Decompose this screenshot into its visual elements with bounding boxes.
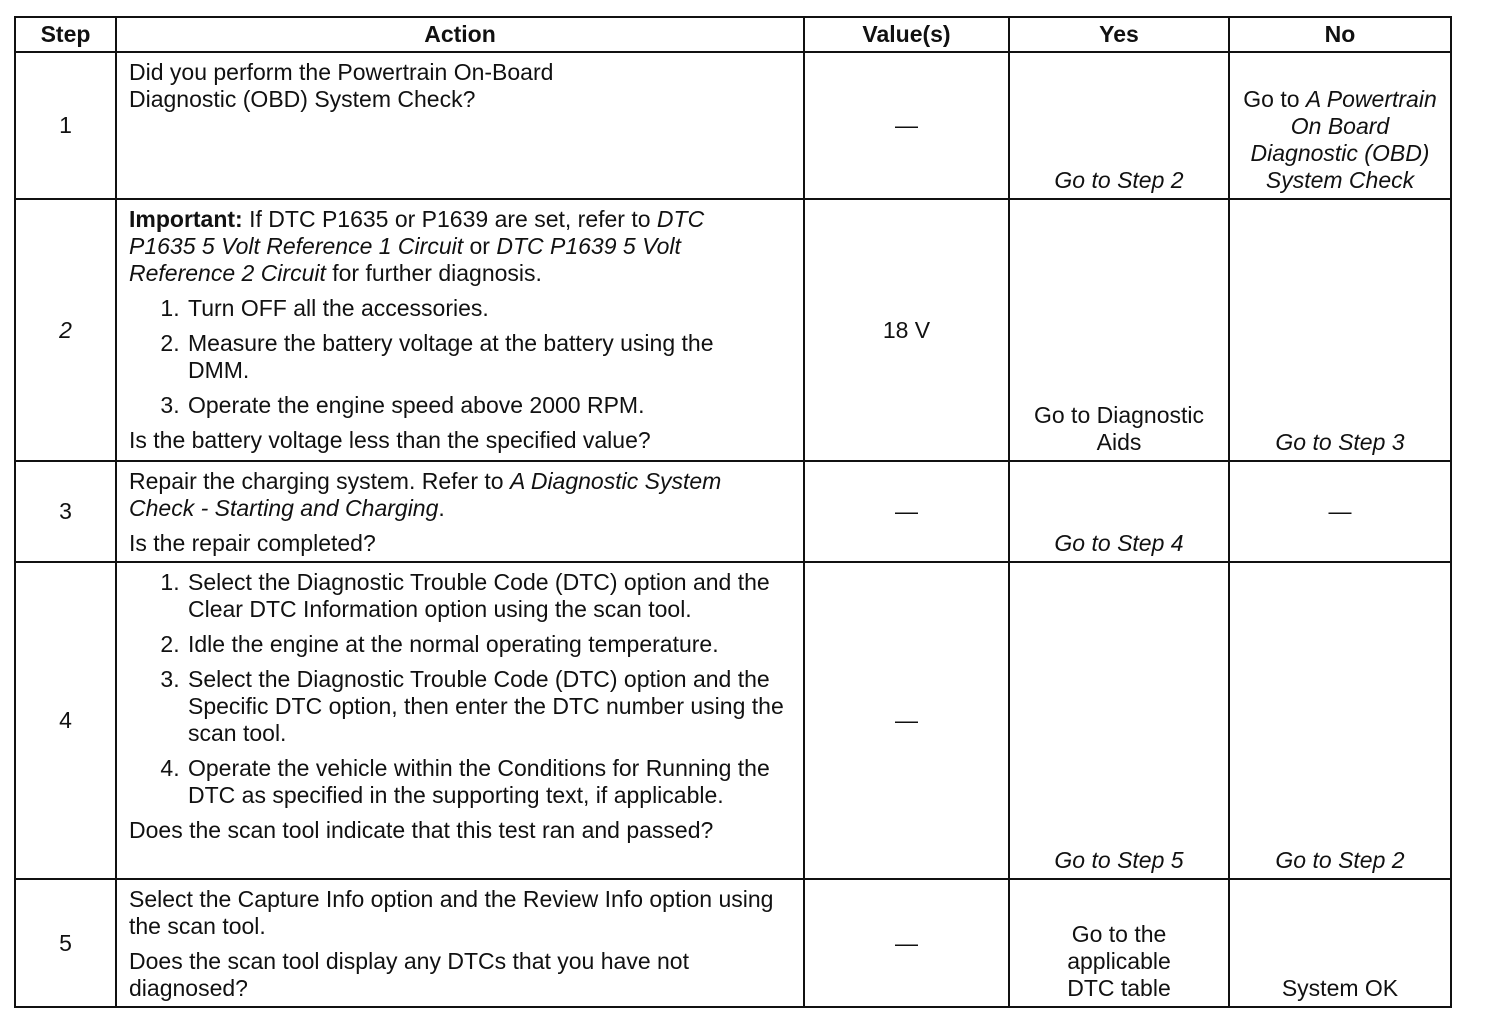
table-row [15,562,1451,879]
question-text: Did you perform the Powertrain On-Board Diagnostic (OBD) System Check? [129,59,554,112]
step-number: 1 [15,52,116,199]
header-row [15,17,1451,52]
no-cell [1229,199,1451,461]
question-text: Is the battery voltage less than the specified value? [129,427,651,453]
steps-list [129,295,746,419]
step-number: 5 [15,879,116,1007]
diagnostic-table [14,16,1452,1008]
important-text: If DTC P1635 or P1639 are set, refer to [242,206,657,232]
table-row [15,52,1451,199]
header-action: Action [116,17,804,52]
list-item: 3. Select the Diagnostic Trouble Code (DTC) option and the Specific DTC option, then enter the DTC number using the scan tool. [186,666,791,747]
action-cell [116,461,804,562]
steps-list [129,569,791,809]
list-item: 4. Operate the vehicle within the Conditions for Running the DTC as specified in the supporting text, if applicable. [186,755,791,809]
yes-link[interactable]: Go to Step 4 [1054,530,1184,556]
value-cell: — [804,52,1009,199]
instruction-end: . [438,495,445,521]
question-text: Does the scan tool indicate that this test ran and passed? [129,817,714,843]
important-text-end: for further diagnosis. [325,260,542,286]
action-cell [116,879,804,1007]
ref-dtc-p1639-link[interactable]: DTC P1639 5 Volt Reference 2 Circuit [129,233,681,286]
header-no: No [1229,17,1451,52]
yes-cell [1009,52,1229,199]
ref-starting-charging-link[interactable]: A Diagnostic System Check - Starting and Charging [129,468,722,521]
yes-link[interactable]: Go to Step 2 [1054,167,1184,193]
value-cell: — [804,461,1009,562]
question-text: Is the repair completed? [129,530,376,556]
yes-link[interactable]: Go to Diagnostic Aids [1033,402,1205,455]
step-number: 3 [15,461,116,562]
header-step: Step [15,17,116,52]
list-item: 2. Idle the engine at the normal operating temperature. [186,631,791,658]
action-cell [116,52,804,199]
table-row [15,199,1451,461]
value-cell: — [804,562,1009,879]
no-link[interactable]: A Powertrain On Board Diagnostic (OBD) System Check [1250,86,1437,193]
important-label: Important: [129,206,243,232]
list-item: 2. Measure the battery voltage at the battery using the DMM. [186,330,746,384]
no-cell [1229,52,1451,199]
yes-cell [1009,562,1229,879]
yes-cell [1009,879,1229,1007]
action-cell [116,562,804,879]
instruction-text [129,468,791,522]
no-link[interactable]: Go to Step 2 [1275,847,1405,873]
ref-dtc-p1635-link[interactable]: DTC P1635 5 Volt Reference 1 Circuit [129,206,705,259]
step-number: 2 [15,199,116,461]
no-cell [1229,562,1451,879]
yes-link[interactable]: Go to the applicable DTC table [1067,921,1171,1001]
yes-cell [1009,461,1229,562]
value-cell: 18 V [804,199,1009,461]
instruction-start: Repair the charging system. Refer to [129,468,510,494]
no-cell: — [1229,461,1451,562]
header-yes: Yes [1009,17,1229,52]
value-cell: — [804,879,1009,1007]
step-number: 4 [15,562,116,879]
important-note [129,206,749,287]
action-cell [116,199,804,461]
no-link[interactable]: Go to Step 3 [1275,429,1405,455]
list-item: 1. Turn OFF all the accessories. [186,295,746,322]
header-values: Value(s) [804,17,1009,52]
instruction-text: Select the Capture Info option and the Review Info option using the scan tool. [129,886,774,939]
question-text: Does the scan tool display any DTCs that you have not diagnosed? [129,948,689,1001]
no-result: System OK [1281,975,1399,1001]
list-item: 1. Select the Diagnostic Trouble Code (DTC) option and the Clear DTC Information option using the scan tool. [186,569,791,623]
table-row [15,879,1451,1007]
yes-cell [1009,199,1229,461]
or-text: or [463,233,497,259]
yes-link[interactable]: Go to Step 5 [1054,847,1184,873]
no-prefix: Go to [1243,86,1306,112]
list-item: 3. Operate the engine speed above 2000 RPM. [186,392,746,419]
no-cell [1229,879,1451,1007]
table-row [15,461,1451,562]
